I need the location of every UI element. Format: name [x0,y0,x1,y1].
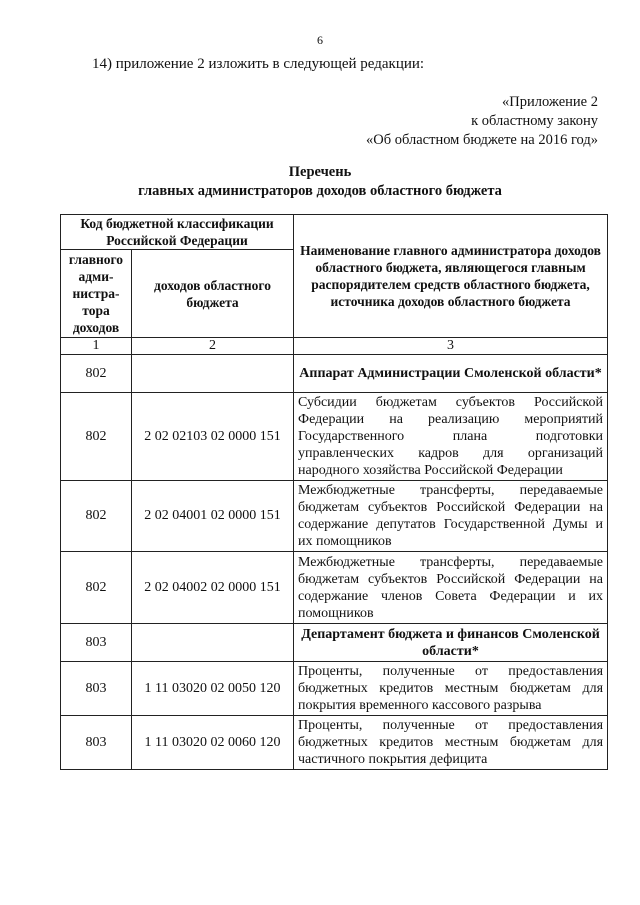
name-cell: Проценты, полученные от предоставления бюджетных кредитов местным бюджетам для частичного покрытия дефицита [294,716,608,770]
document-heading [0,163,640,201]
admin-code-cell: 803 [61,624,132,662]
column-number-3: 3 [294,338,608,355]
header-classification-code: Код бюджетной классификации Российской Федерации [61,215,294,250]
admin-code-cell: 802 [61,481,132,552]
appendix-line-3: «Об областном бюджете на 2016 год» [366,132,598,148]
appendix-reference [366,93,598,150]
name-cell: Межбюджетные трансферты, передаваемые бюджетам субъектов Российской Федерации на содержание депутатов Государственной Думы и их помощников [294,481,608,552]
table-row [61,662,608,716]
name-cell: Межбюджетные трансферты, передаваемые бюджетам субъектов Российской Федерации на содержание членов Совета Федерации и их помощников [294,552,608,624]
income-code-cell: 2 02 04002 02 0000 151 [132,552,294,624]
name-cell: Аппарат Администрации Смоленской области* [294,355,608,393]
table-row [61,624,608,662]
admin-code-cell: 803 [61,716,132,770]
income-code-cell: 1 11 03020 02 0050 120 [132,662,294,716]
table-row [61,716,608,770]
name-cell: Проценты, полученные от предоставления бюджетных кредитов местным бюджетам для покрытия временного кассового разрыва [294,662,608,716]
header-administrator-name: Наименование главного администратора доходов областного бюджета, являющегося главным распорядителем средств областного бюджета, источника доходов областного бюджета [294,215,608,338]
income-code-cell: 1 11 03020 02 0060 120 [132,716,294,770]
name-cell: Субсидии бюджетам субъектов Российской Федерации на реализацию мероприятий Государственного плана подготовки управленческих кадров для организаций народного хозяйства Российской Федерации [294,393,608,481]
table-row [61,355,608,393]
administrators-table [60,214,608,770]
appendix-line-2: к областному закону [471,113,598,129]
table-row [61,552,608,624]
header-budget-income: доходов областного бюджета [132,250,294,338]
income-code-cell [132,355,294,393]
column-number-1: 1 [61,338,132,355]
heading-line-2: главных администраторов доходов областного бюджета [138,183,502,199]
table-row [61,481,608,552]
heading-line-1: Перечень [288,164,352,180]
income-code-cell: 2 02 02103 02 0000 151 [132,393,294,481]
column-number-2: 2 [132,338,294,355]
admin-code-cell: 803 [61,662,132,716]
page-number: 6 [317,33,323,47]
admin-code-cell: 802 [61,552,132,624]
header-main-administrator: главного адми-нистра-тора доходов [61,250,132,338]
income-code-cell: 2 02 04001 02 0000 151 [132,481,294,552]
admin-code-cell: 802 [61,393,132,481]
name-cell: Департамент бюджета и финансов Смоленской области* [294,624,608,662]
intro-text: 14) приложение 2 изложить в следующей редакции: [92,56,425,72]
admin-code-cell: 802 [61,355,132,393]
income-code-cell [132,624,294,662]
table-row [61,393,608,481]
appendix-line-1: «Приложение 2 [502,94,598,110]
